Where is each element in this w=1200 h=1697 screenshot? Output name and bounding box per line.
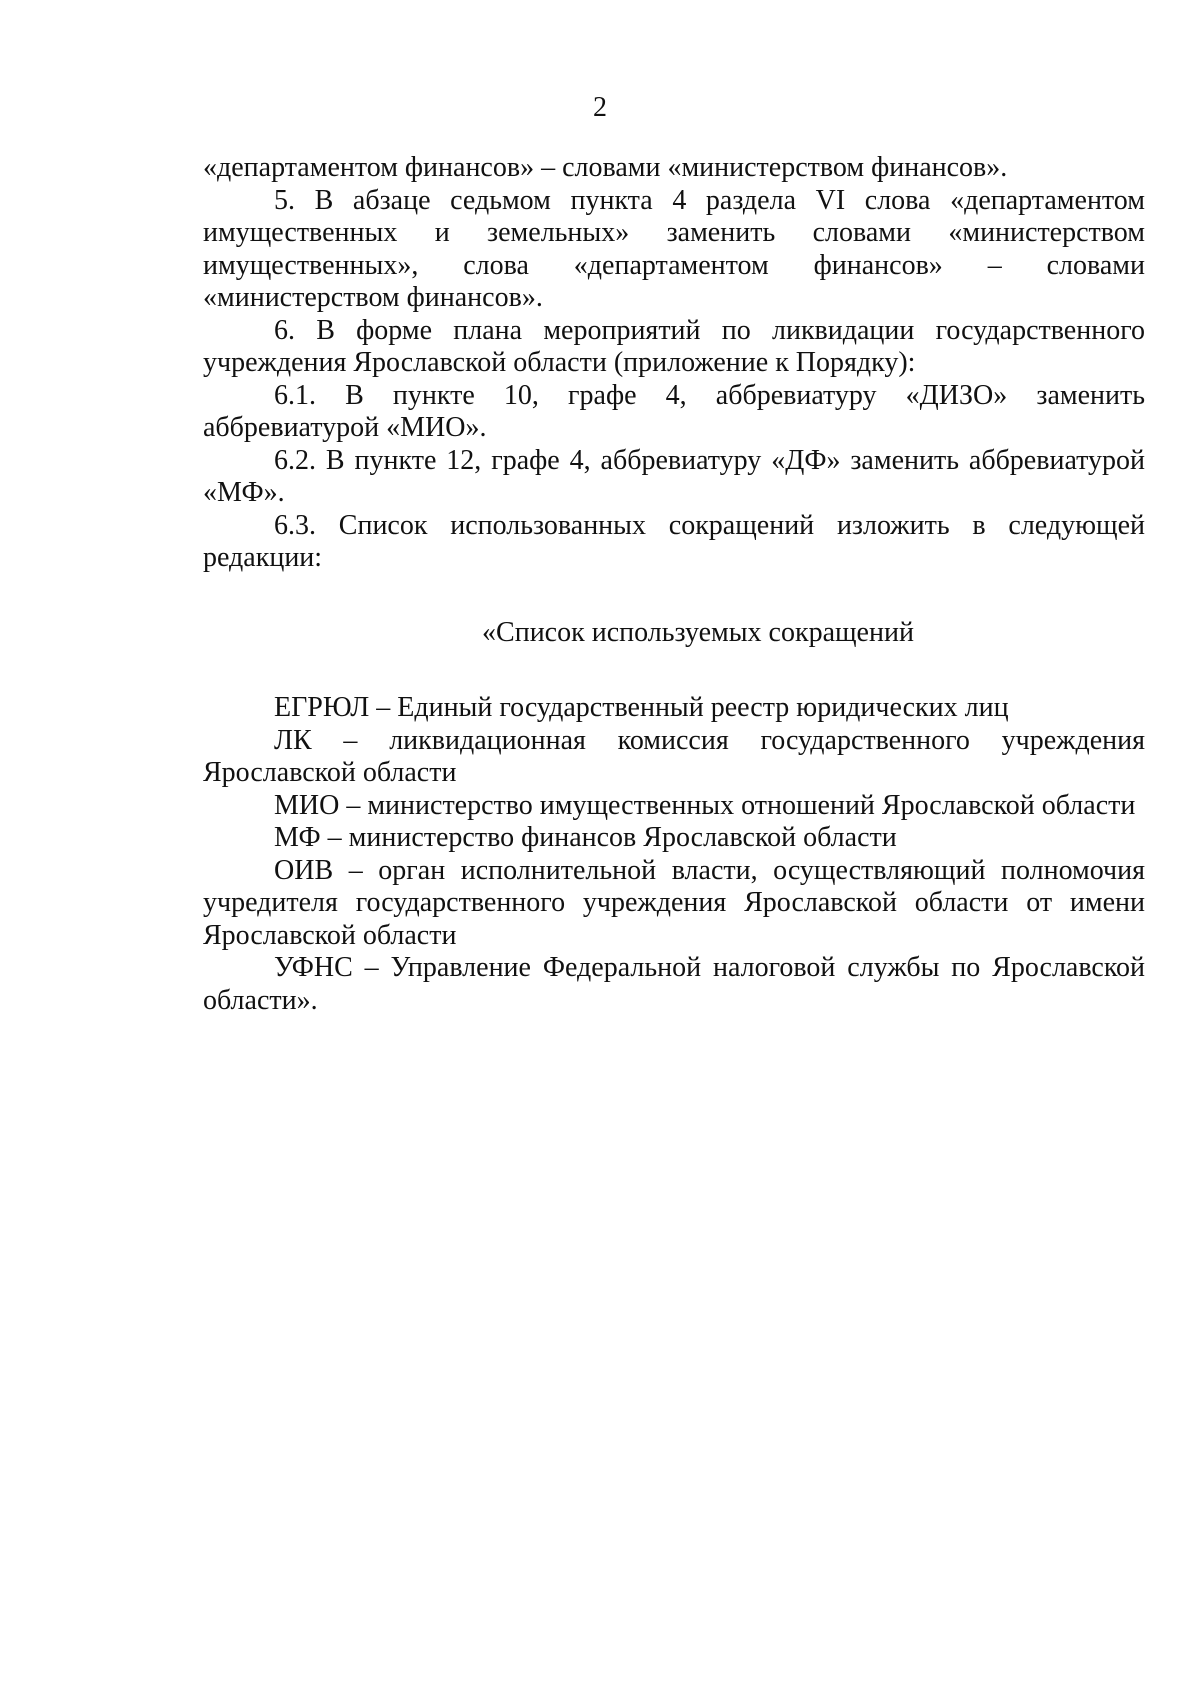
document-body — [203, 152, 1145, 1017]
abbreviation-item-ufns: УФНС – Управление Федеральной налоговой службы по Ярославской области». — [203, 952, 1145, 1016]
page-number: 2 — [593, 92, 607, 123]
paragraph-item-6-1: 6.1. В пункте 10, графе 4, аббревиатуру «ДИЗО» заменить аббревиатурой «МИО». — [203, 379, 1145, 443]
paragraph-item-6-3: 6.3. Список использованных сокращений изложить в следующей редакции: — [203, 509, 1145, 573]
abbreviation-item-mio: МИО – министерство имущественных отношений Ярославской области — [274, 789, 1136, 821]
paragraph-continuation: «департаментом финансов» – словами «министерством финансов». — [203, 152, 1008, 183]
paragraph-item-5: 5. В абзаце седьмом пункта 4 раздела VI слова «департаментом имущественных и земельных» заменить словами «министерством имущественных», слова «департаментом финансов» – словами «министерством финансов». — [203, 184, 1145, 313]
abbreviation-item-egrul: ЕГРЮЛ – Единый государственный реестр юридических лиц — [274, 692, 1009, 723]
paragraph-item-6-2: 6.2. В пункте 12, графе 4, аббревиатуру «ДФ» заменить аббревиатурой «МФ». — [203, 444, 1145, 508]
abbreviation-item-oiv: ОИВ – орган исполнительной власти, осуществляющий полномочия учредителя государственного учреждения Ярославской области от имени Ярославской области — [203, 854, 1145, 951]
abbreviations-heading: «Список используемых сокращений — [482, 616, 914, 648]
abbreviation-item-mf: МФ – министерство финансов Ярославской области — [274, 822, 897, 853]
paragraph-item-6: 6. В форме плана мероприятий по ликвидации государственного учреждения Ярославской области (приложение к Порядку): — [203, 314, 1145, 378]
abbreviations-list — [203, 692, 1145, 1017]
abbreviation-item-lk: ЛК – ликвидационная комиссия государственного учреждения Ярославской области — [203, 724, 1145, 788]
